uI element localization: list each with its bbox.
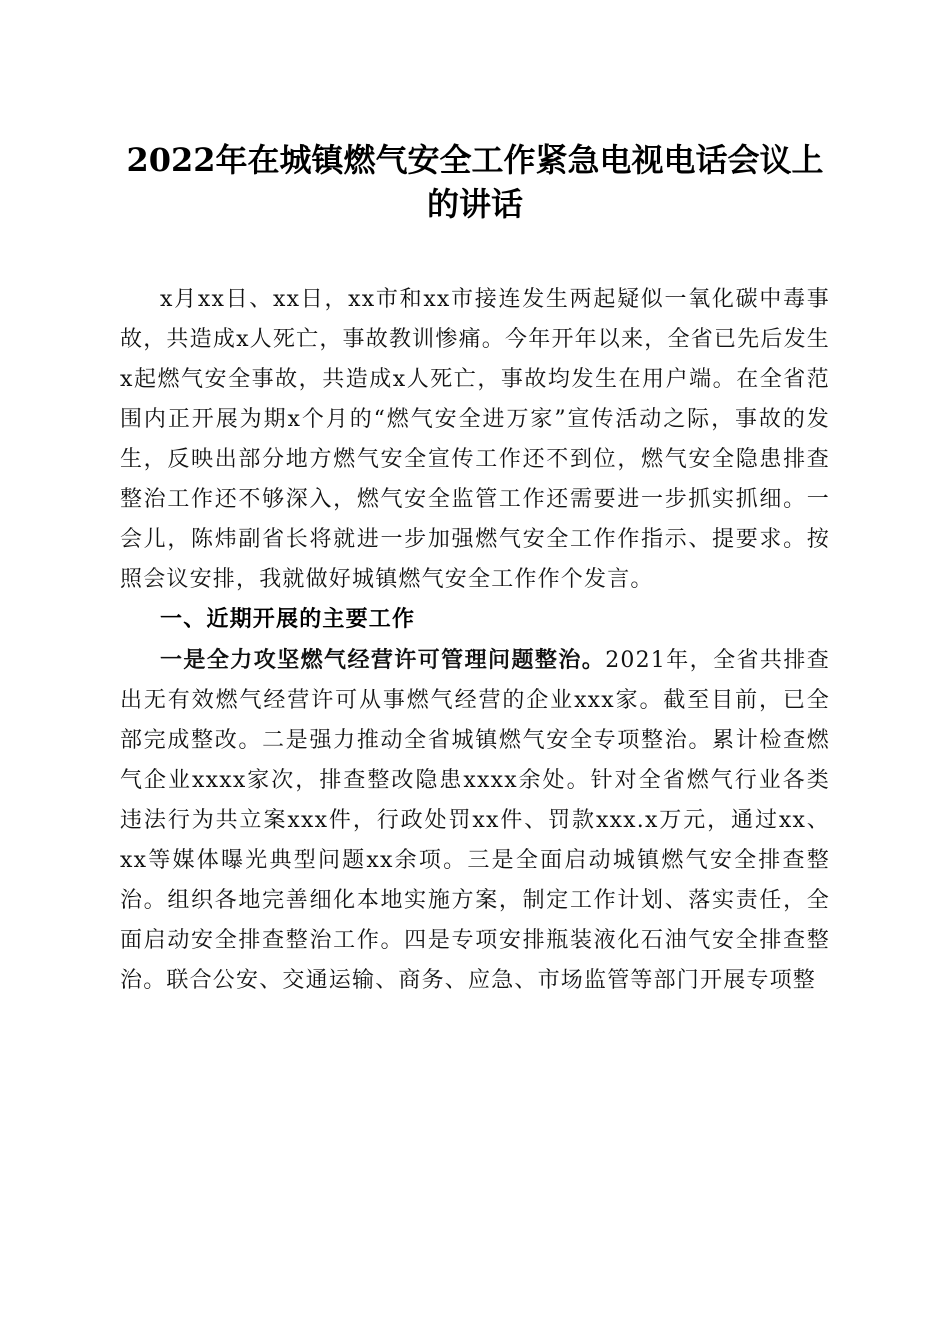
section-paragraph-text: 2021年，全省共排查出无有效燃气经营许可从事燃气经营的企业xxx家。截至目前，已全部完成整改。二是强力推动全省城镇燃气安全专项整治。累计检查燃气企业xxxx家次，排查整改隐患xxxx余处。针对全省燃气行业各类违法行为共立案xxx件，行政处罚xx件、罚款xxx.x万元，通过xx、xx等媒体曝光典型问题xx余项。三是全面启动城镇燃气安全排查整治。组织各地完善细化本地实施方案，制定工作计划、落实责任，全面启动安全排查整治工作。四是专项安排瓶装液化石油气安全排查整治。联合公安、交通运输、商务、应急、市场监管等部门开展专项整 [120, 648, 830, 993]
intro-paragraph: x月xx日、xx日，xx市和xx市接连发生两起疑似一氧化碳中毒事故，共造成x人死亡，事故教训惨痛。今年开年以来，全省已先后发生x起燃气安全事故，共造成x人死亡，事故均发生在用户端。在全省范围内正开展为期x个月的“燃气安全进万家”宣传活动之际，事故的发生，反映出部分地方燃气安全宣传工作还不到位，燃气安全隐患排查整治工作还不够深入，燃气安全监管工作还需要进一步抓实抓细。一会儿，陈炜副省长将就进一步加强燃气安全工作作指示、提要求。按照会议安排，我就做好城镇燃气安全工作作个发言。 [120, 287, 830, 592]
section-paragraph-lead: 一是全力攻坚燃气经营许可管理问题整治。 [160, 647, 606, 673]
section-paragraph [120, 640, 830, 1001]
section-heading: 一、近期开展的主要工作 [160, 607, 416, 632]
document-title: 2022年在城镇燃气安全工作紧急电视电话会议上的讲话 [126, 141, 824, 223]
document-body [120, 280, 830, 1001]
